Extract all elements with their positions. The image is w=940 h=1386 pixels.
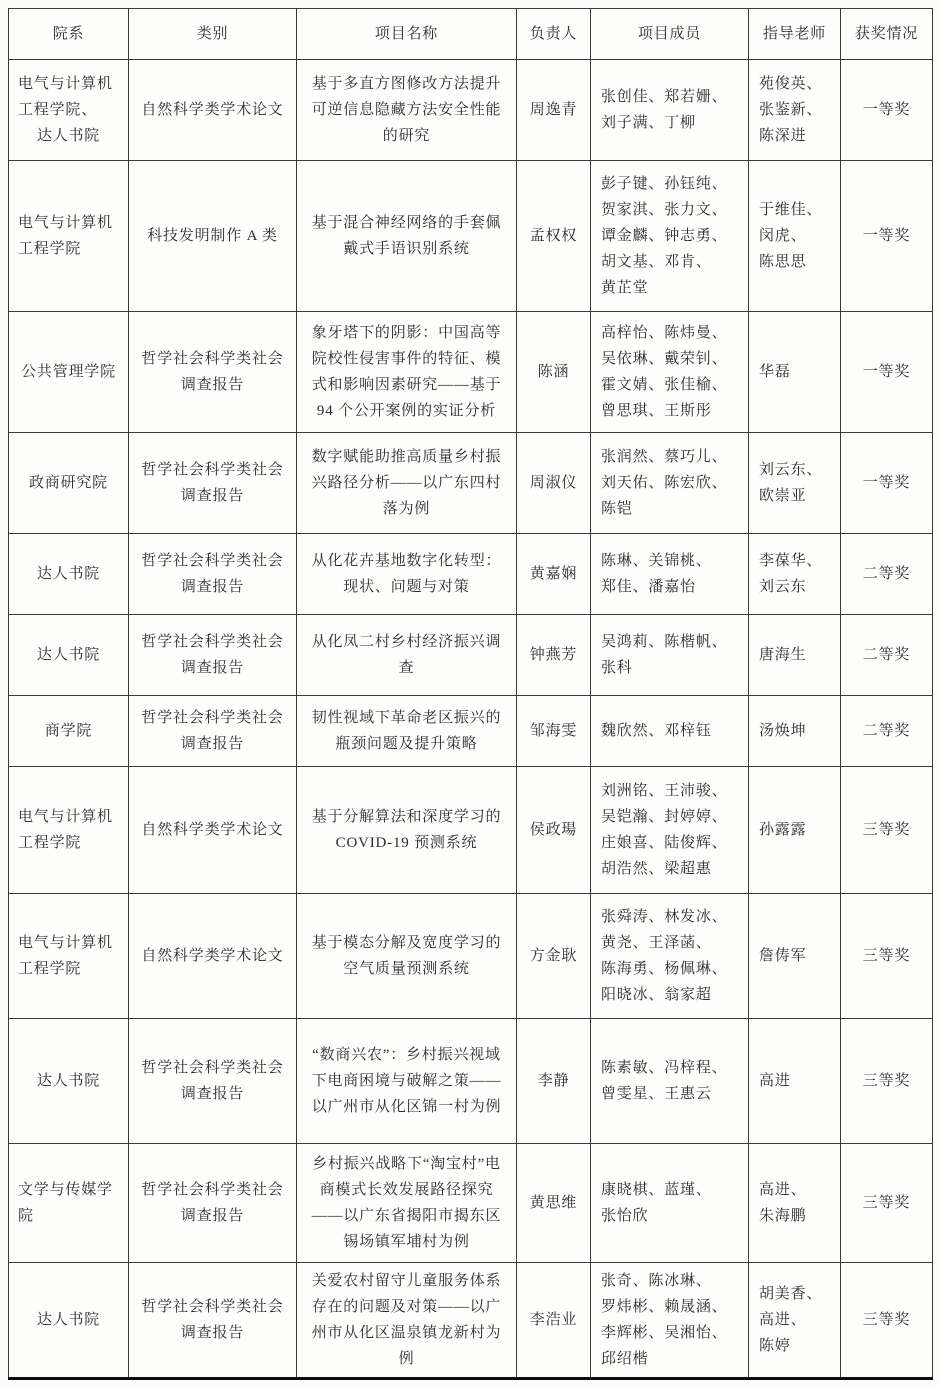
members-name: 曾思琪 、	[601, 398, 664, 424]
cell-category: 哲学社会科学类社会调查报告	[129, 1144, 297, 1263]
advisors-name: 孙露露	[759, 822, 807, 838]
cell-award: 三等奖	[841, 1144, 933, 1263]
cell-award: 一等奖	[841, 312, 933, 433]
cell-advisors	[749, 312, 841, 433]
cell-advisors	[749, 767, 841, 894]
cell-department	[9, 534, 129, 615]
cell-advisors	[749, 1144, 841, 1263]
members-name: 蓝瑾 、	[664, 1177, 711, 1203]
cell-project-title: 乡村振兴战略下“淘宝村”电商模式长效发展路径探究——以广东省揭阳市揭东区锡场镇军埔村为例	[297, 1144, 517, 1263]
cell-department	[9, 1019, 129, 1144]
cell-members	[591, 615, 749, 696]
members-name: 陈素敏 、	[601, 1055, 664, 1081]
cell-award: 三等奖	[841, 894, 933, 1019]
members-name: 戴荣钊 、	[664, 346, 727, 372]
advisors-name: 欧崇亚	[759, 488, 807, 504]
cell-members	[591, 534, 749, 615]
advisors-name: 高进 、	[759, 1177, 806, 1203]
members-name: 霍文婧 、	[601, 372, 664, 398]
members-name: 张奇 、	[601, 1268, 648, 1294]
advisors-name: 于维佳 、	[759, 197, 822, 223]
dept-name: 文学与传媒学院	[18, 1182, 113, 1224]
cell-project-title: 基于模态分解及宽度学习的空气质量预测系统	[297, 894, 517, 1019]
members-name: 陆俊辉 、	[664, 830, 727, 856]
members-name: 陈冰琳 、	[648, 1268, 711, 1294]
cell-department	[9, 1263, 129, 1379]
advisors-name: 高进 、	[759, 1307, 806, 1333]
dept-name: 达人书院	[36, 128, 101, 144]
cell-members	[591, 696, 749, 767]
dept-name: 电气与计算机工程学院	[18, 809, 113, 851]
cell-project-title: 韧性视域下革命老区振兴的瓶颈问题及提升策略	[297, 696, 517, 767]
members-name: 邓肯 、	[664, 249, 711, 275]
cell-leader: 李静	[517, 1019, 591, 1144]
members-name: 潘嘉怡	[648, 579, 696, 595]
cell-members	[591, 1144, 749, 1263]
members-name: 王泽菡 、	[648, 930, 711, 956]
members-name: 张科	[601, 660, 633, 676]
cell-advisors	[749, 433, 841, 534]
members-name: 庄娘喜 、	[601, 830, 664, 856]
members-name: 张创佳 、	[601, 84, 664, 110]
members-name: 魏欣然 、	[601, 718, 664, 744]
members-name: 张润然 、	[601, 444, 664, 470]
members-name: 王惠云	[664, 1086, 712, 1102]
header-row	[9, 9, 933, 60]
advisors-name: 刘云东	[759, 579, 807, 595]
cell-advisors	[749, 60, 841, 161]
dept-name: 公共管理学院	[21, 364, 116, 380]
cell-department	[9, 60, 129, 161]
advisors-name: 陈婷	[759, 1338, 791, 1354]
advisors-name: 闵虎 、	[759, 223, 806, 249]
advisors-name: 陈深进	[759, 128, 807, 144]
cell-award: 一等奖	[841, 161, 933, 312]
cell-leader: 邹海雯	[517, 696, 591, 767]
members-name: 吴依琳 、	[601, 346, 664, 372]
header-category: 类别	[129, 9, 297, 60]
cell-advisors	[749, 1019, 841, 1144]
members-name: 邱绍楷	[601, 1351, 649, 1367]
table-row	[9, 1019, 933, 1144]
cell-department	[9, 1144, 129, 1263]
header-project-title: 项目名称	[297, 9, 517, 60]
cell-advisors	[749, 1263, 841, 1379]
advisors-name: 詹俦军	[759, 948, 807, 964]
cell-project-title: 象牙塔下的阴影：中国高等院校性侵害事件的特征、模式和影响因素研究——基于 94 个公开案例的实证分析	[297, 312, 517, 433]
cell-award: 三等奖	[841, 1263, 933, 1379]
members-name: 胡浩然 、	[601, 856, 664, 882]
table-row	[9, 696, 933, 767]
table-body	[9, 60, 933, 1379]
table-row	[9, 534, 933, 615]
awards-table	[8, 8, 933, 1380]
cell-advisors	[749, 534, 841, 615]
table-row	[9, 161, 933, 312]
cell-project-title: 基于多直方图修改方法提升可逆信息隐藏方法安全性能的研究	[297, 60, 517, 161]
members-name: 陈铠	[601, 501, 633, 517]
cell-members	[591, 161, 749, 312]
cell-award: 一等奖	[841, 60, 933, 161]
cell-leader: 侯政瑒	[517, 767, 591, 894]
members-name: 王斯彤	[664, 403, 712, 419]
dept-name: 达人书院	[36, 1073, 101, 1089]
cell-award: 三等奖	[841, 1019, 933, 1144]
cell-category: 哲学社会科学类社会调查报告	[129, 1019, 297, 1144]
members-name: 刘天佑 、	[601, 470, 664, 496]
members-name: 王沛骏 、	[664, 778, 727, 804]
members-name: 高梓怡 、	[601, 320, 664, 346]
cell-leader: 周淑仪	[517, 433, 591, 534]
members-name: 陈琳 、	[601, 548, 648, 574]
cell-department	[9, 696, 129, 767]
advisors-name: 唐海生	[759, 647, 807, 663]
advisors-name: 苑俊英 、	[759, 71, 822, 97]
header-advisors: 指导老师	[749, 9, 841, 60]
cell-leader: 方金耿	[517, 894, 591, 1019]
members-name: 陈楷帆 、	[664, 629, 727, 655]
table-row	[9, 312, 933, 433]
cell-category: 哲学社会科学类社会调查报告	[129, 312, 297, 433]
members-name: 李辉彬 、	[601, 1320, 664, 1346]
members-name: 吴鸿莉 、	[601, 629, 664, 655]
members-name: 谭金麟 、	[601, 223, 664, 249]
cell-project-title: 关爱农村留守儿童服务体系存在的问题及对策——以广州市从化区温泉镇龙新村为例	[297, 1263, 517, 1379]
advisors-name: 刘云东 、	[759, 457, 822, 483]
table-row	[9, 60, 933, 161]
dept-name: 达人书院	[36, 1312, 101, 1328]
cell-award: 二等奖	[841, 534, 933, 615]
members-name: 黄尧 、	[601, 930, 648, 956]
cell-advisors	[749, 696, 841, 767]
advisors-name: 华磊	[759, 364, 791, 380]
dept-name: 电气与计算机工程学院	[18, 215, 113, 257]
members-name: 刘子满 、	[601, 110, 664, 136]
dept-name: 电气与计算机工程学院	[18, 935, 113, 977]
advisors-name: 胡美香 、	[759, 1281, 822, 1307]
cell-leader: 黄思维	[517, 1144, 591, 1263]
cell-advisors	[749, 615, 841, 696]
members-name: 翁家超	[664, 987, 712, 1003]
dept-name: 达人书院	[36, 647, 101, 663]
advisors-name: 张鉴新 、	[759, 97, 822, 123]
cell-leader: 黄嘉娴	[517, 534, 591, 615]
cell-members	[591, 312, 749, 433]
cell-members	[591, 1263, 749, 1379]
members-name: 彭子键 、	[601, 171, 664, 197]
members-name: 冯梓程 、	[664, 1055, 727, 1081]
table-row	[9, 433, 933, 534]
cell-project-title: 数字赋能助推高质量乡村振兴路径分析——以广东四村落为例	[297, 433, 517, 534]
cell-category: 自然科学类学术论文	[129, 767, 297, 894]
members-name: 吴铠瀚 、	[601, 804, 664, 830]
members-name: 张怡欣	[601, 1208, 649, 1224]
cell-department	[9, 312, 129, 433]
cell-members	[591, 1019, 749, 1144]
dept-name: 政商研究院	[28, 475, 108, 491]
cell-category: 哲学社会科学类社会调查报告	[129, 433, 297, 534]
members-name: 孙钰纯 、	[664, 171, 727, 197]
members-name: 吴湘怡 、	[664, 1320, 727, 1346]
cell-award: 二等奖	[841, 615, 933, 696]
table-row	[9, 894, 933, 1019]
members-name: 封婷婷 、	[664, 804, 727, 830]
cell-award: 二等奖	[841, 696, 933, 767]
cell-members	[591, 433, 749, 534]
header-department: 院系	[9, 9, 129, 60]
members-name: 陈海勇 、	[601, 956, 664, 982]
members-name: 梁超惠	[664, 861, 712, 877]
cell-project-title: “数商兴农”：乡村振兴视域下电商困境与破解之策——以广州市从化区锦一村为例	[297, 1019, 517, 1144]
cell-project-title: 从化凤二村乡村经济振兴调查	[297, 615, 517, 696]
cell-category: 哲学社会科学类社会调查报告	[129, 1263, 297, 1379]
cell-leader: 孟权权	[517, 161, 591, 312]
members-name: 林发冰 、	[664, 904, 727, 930]
members-name: 曾雯星 、	[601, 1081, 664, 1107]
header-leader: 负责人	[517, 9, 591, 60]
cell-category: 自然科学类学术论文	[129, 60, 297, 161]
cell-category: 哲学社会科学类社会调查报告	[129, 615, 297, 696]
advisors-name: 陈思思	[759, 254, 807, 270]
members-name: 贺家淇 、	[601, 197, 664, 223]
cell-leader: 李浩业	[517, 1263, 591, 1379]
cell-department	[9, 615, 129, 696]
table-row	[9, 615, 933, 696]
cell-department	[9, 433, 129, 534]
table-header	[9, 9, 933, 60]
dept-name: 达人书院	[36, 566, 101, 582]
members-name: 丁柳	[664, 115, 696, 131]
members-name: 赖晟涵 、	[664, 1294, 727, 1320]
members-name: 刘洲铭 、	[601, 778, 664, 804]
cell-leader: 钟燕芳	[517, 615, 591, 696]
members-name: 陈炜曼 、	[664, 320, 727, 346]
cell-advisors	[749, 894, 841, 1019]
members-name: 郑佳 、	[601, 574, 648, 600]
members-name: 关锦桃 、	[648, 548, 711, 574]
members-name: 罗炜彬 、	[601, 1294, 664, 1320]
cell-department	[9, 161, 129, 312]
members-name: 陈宏欣 、	[664, 470, 727, 496]
advisors-name: 汤焕坤	[759, 723, 807, 739]
cell-award: 三等奖	[841, 767, 933, 894]
members-name: 钟志勇 、	[664, 223, 727, 249]
members-name: 康晓棋 、	[601, 1177, 664, 1203]
dept-name: 电气与计算机工程学院 、	[18, 71, 119, 123]
dept-name: 商学院	[44, 723, 93, 739]
cell-members	[591, 767, 749, 894]
members-name: 邓梓钰	[664, 723, 712, 739]
cell-advisors	[749, 161, 841, 312]
members-name: 郑若姗 、	[664, 84, 727, 110]
table-row	[9, 1263, 933, 1379]
cell-members	[591, 60, 749, 161]
header-award: 获奖情况	[841, 9, 933, 60]
cell-department	[9, 894, 129, 1019]
members-name: 张佳榆 、	[664, 372, 727, 398]
members-name: 张舜涛 、	[601, 904, 664, 930]
cell-department	[9, 767, 129, 894]
members-name: 张力文 、	[664, 197, 727, 223]
advisors-name: 李葆华 、	[759, 548, 822, 574]
table-row	[9, 1144, 933, 1263]
cell-leader: 周逸青	[517, 60, 591, 161]
cell-category: 科技发明制作 A 类	[129, 161, 297, 312]
members-name: 蔡巧儿 、	[664, 444, 727, 470]
members-name: 阳晓冰 、	[601, 982, 664, 1008]
cell-leader: 陈涵	[517, 312, 591, 433]
advisors-name: 朱海鹏	[759, 1208, 807, 1224]
cell-category: 哲学社会科学类社会调查报告	[129, 534, 297, 615]
cell-project-title: 基于混合神经网络的手套佩戴式手语识别系统	[297, 161, 517, 312]
cell-members	[591, 894, 749, 1019]
cell-award: 一等奖	[841, 433, 933, 534]
members-name: 黄芷堂	[601, 280, 649, 296]
cell-project-title: 从化花卉基地数字化转型：现状、问题与对策	[297, 534, 517, 615]
advisors-name: 高进	[759, 1073, 791, 1089]
table-row	[9, 767, 933, 894]
cell-category: 自然科学类学术论文	[129, 894, 297, 1019]
cell-category: 哲学社会科学类社会调查报告	[129, 696, 297, 767]
members-name: 杨佩琳 、	[664, 956, 727, 982]
members-name: 胡文基 、	[601, 249, 664, 275]
header-members: 项目成员	[591, 9, 749, 60]
cell-project-title: 基于分解算法和深度学习的COVID-19 预测系统	[297, 767, 517, 894]
